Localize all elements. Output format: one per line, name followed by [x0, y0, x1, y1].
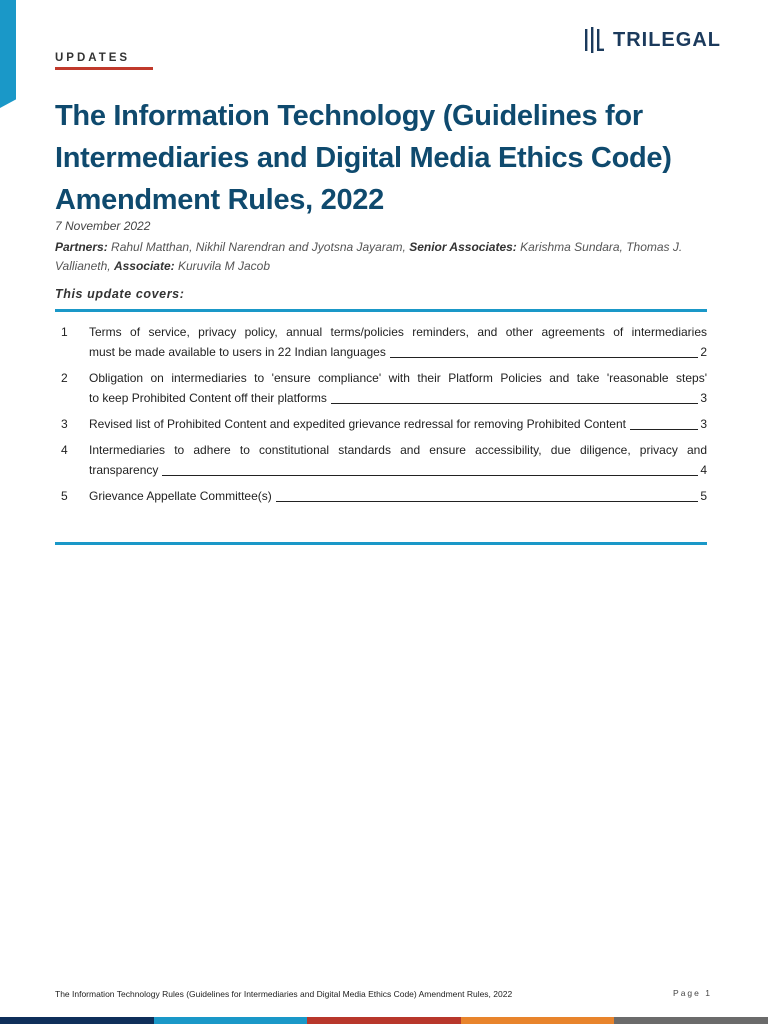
toc-text-line: to keep Prohibited Content off their platforms: [89, 391, 327, 405]
trilegal-logo-icon: [584, 27, 606, 53]
toc-text-line: transparency: [89, 463, 159, 477]
toc-leader: [276, 501, 699, 502]
toc-text-line: Revised list of Prohibited Content and expedited grievance redressal for removing Prohibited Content: [89, 417, 626, 431]
partners-names: Rahul Matthan, Nikhil Narendran and Jyotsna Jayaram,: [111, 240, 406, 254]
covers-heading: This update covers:: [55, 287, 185, 301]
toc-text-line: Terms of service, privacy policy, annual terms/policies reminders, and other agreements of intermediaries: [89, 325, 707, 339]
toc-item-3[interactable]: [55, 414, 707, 434]
toc-text-line: Grievance Appellate Committee(s): [89, 489, 272, 503]
footer-page-number: [673, 988, 712, 998]
footer-color-bar: [0, 1017, 768, 1024]
toc-top-rule: [55, 309, 707, 312]
section-label: UPDATES: [55, 52, 131, 64]
color-bar-segment: [154, 1017, 308, 1024]
associate-label: Associate:: [113, 259, 175, 273]
table-of-contents: [55, 322, 707, 512]
page-number: 1: [705, 988, 712, 998]
toc-item-2[interactable]: [55, 368, 707, 408]
toc-number: 4: [61, 443, 68, 457]
toc-item-5[interactable]: [55, 486, 707, 506]
toc-leader: [331, 403, 698, 404]
toc-text-line: Intermediaries to adhere to constitutional standards and ensure accessibility, due diligence, privacy and: [89, 443, 707, 457]
footer-running-title: The Information Technology Rules (Guidelines for Intermediaries and Digital Media Ethics Code) Amendment Rules, 2022: [55, 989, 513, 999]
associate-name: Kuruvila M Jacob: [177, 259, 271, 273]
toc-page-number: 4: [700, 463, 707, 477]
trilegal-logo: [584, 26, 721, 54]
toc-text-line: Obligation on intermediaries to 'ensure compliance' with their Platform Policies and take 'reasonable steps': [89, 371, 707, 385]
toc-item-1[interactable]: [55, 322, 707, 362]
toc-text-line: must be made available to users in 22 Indian languages: [89, 345, 386, 359]
color-bar-segment: [307, 1017, 461, 1024]
toc-number: 2: [61, 371, 68, 385]
senior-associates-label: Senior Associates:: [409, 240, 517, 254]
color-bar-segment: [0, 1017, 154, 1024]
color-bar-segment: [461, 1017, 615, 1024]
senior-associates-names: Karishma Sundara, Thomas J. Vallianeth,: [55, 240, 683, 273]
toc-bottom-rule: [55, 542, 707, 545]
toc-number: 1: [61, 325, 68, 339]
toc-item-4[interactable]: [55, 440, 707, 480]
logo-wordmark: TRILEGAL: [613, 28, 721, 51]
toc-page-number: 2: [700, 345, 707, 359]
toc-page-number: 5: [700, 489, 707, 503]
partners-label: Partners:: [55, 240, 108, 254]
toc-leader: [630, 429, 698, 430]
toc-leader: [162, 475, 698, 476]
toc-number: 5: [61, 489, 68, 503]
color-bar-segment: [614, 1017, 768, 1024]
section-label-underline: [55, 67, 153, 70]
toc-page-number: 3: [700, 417, 707, 431]
document-title: The Information Technology (Guidelines for Intermediaries and Digital Media Ethics Code) Amendment Rules, 2022: [55, 100, 672, 216]
toc-leader: [390, 357, 698, 358]
toc-number: 3: [61, 417, 68, 431]
publication-date: 7 November 2022: [55, 219, 151, 233]
toc-page-number: 3: [700, 391, 707, 405]
page-label: Page: [673, 988, 701, 998]
corner-accent-tab: [0, 0, 16, 108]
author-credits: [55, 238, 715, 276]
